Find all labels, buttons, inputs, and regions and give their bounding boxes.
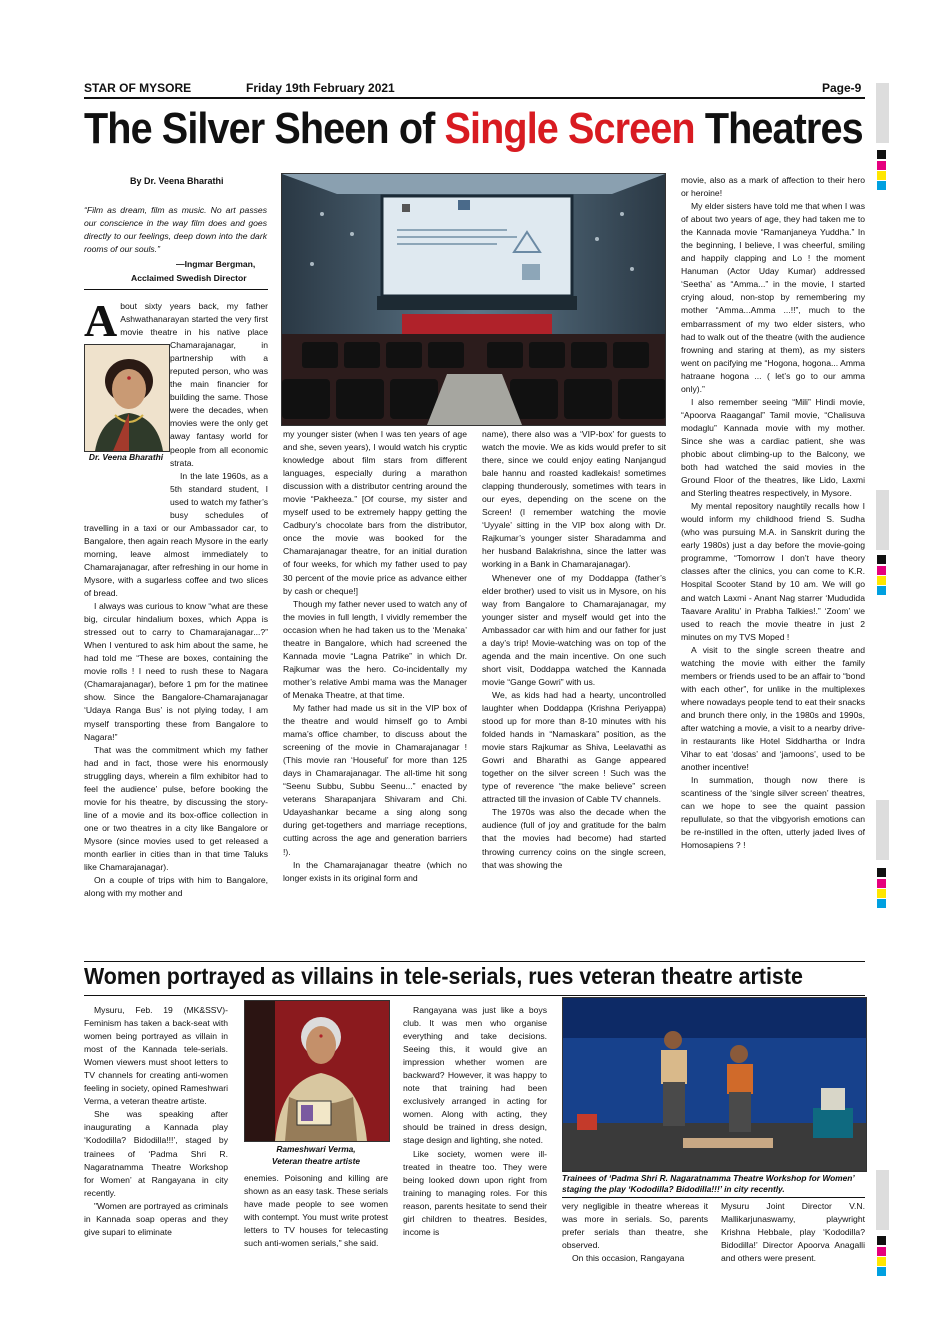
paragraph: My father had made us sit in the VIP box of the theatre and would himself go to Ambi mama’s office chamber, to discuss about the screening of the movie in Chamarajanagar ! (This movie ran ‘Houseful’ for more than 125 days in Chamarajanagar. The all-time hit song “Seenu Subbu, Subbu Seenu...” enacted by veterans Sharapanjara Shivaram and Chi. Udayashankar became a sing along song during get-togethers and marriage receptions, cutting across the age and generation barriers !). — [283, 702, 467, 857]
paragraph: movie, also as a mark of affection to their hero or heroine! — [681, 175, 865, 199]
stage-play-photo — [562, 997, 867, 1172]
article1-column-2 — [283, 428, 467, 956]
masthead-date: Friday 19th February 2021 — [246, 81, 395, 95]
dropcap: A — [84, 300, 118, 346]
rameshwari-photo-caption-line-2: Veteran theatre artiste — [271, 1156, 361, 1166]
article1-column-4 — [681, 174, 865, 956]
print-margin-bar-3 — [876, 800, 889, 860]
author-photo-caption: Dr. Veena Bharathi — [88, 452, 164, 462]
epigraph-author-title: Acclaimed Swedish Director — [131, 273, 247, 283]
epigraph-quote: “Film as dream, film as music. No art passes our conscience in the way film does and goes directly to our feelings, deep down into the dark rooms of our souls.” — [84, 205, 267, 254]
paragraph: In the late 1960s, as a 5th standard student, I used to watch my father’s busy schedules of travelling in a taxi or our Ambassador car, to Bangalore, then again reach Mysore in the early morning, leave almost immediately to Chamarajanagar, after refreshing in our home in Mysore, with a sugarless coffee and two slices of bread. — [84, 470, 268, 599]
article-title — [84, 104, 863, 154]
paragraph: In the Chamarajanagar theatre (which no longer exists in its original form and — [283, 859, 467, 883]
print-margin-bar-4 — [876, 1170, 889, 1230]
rameshwari-verma-photo — [244, 1000, 390, 1142]
article2-column-5 — [721, 1200, 865, 1274]
epigraph-author: —Ingmar Bergman, — [176, 259, 256, 269]
photo-float-spacer — [84, 340, 170, 510]
paragraph: We, as kids had had a hearty, uncontrolled laughter when Doddappa (Krishna Periyappa) stood up for more than 8-10 minutes with his folded hands in “Namaskara” position, as the movie stars Rajkumar as Shiva, Leelavathi as Gowri and Bharathi as Gange appeared together on the silver screen ! Such was the type of reverence “the make believe” screen attracted till the invasion of Cable TV channels. — [482, 689, 666, 805]
paragraph: I also remember seeing “Mili” Hindi movie, “Apoorva Raagangal” Tamil movie, “Chalisuva modaglu” Kannada movie with my mother. Since she was a cardiac patient, she was phobic about climbing-up to the Balcony, we both had watched the said movies in the Ground Floor of the theatres, like Lido, Laxmi and Sterling theatres respectively, in Mysore. — [681, 396, 865, 499]
article2-headline: Women portrayed as villains in tele-serials, rues veteran theatre artiste — [84, 963, 803, 989]
article-divider — [84, 995, 865, 996]
stage-photo-caption: Trainees of ‘Padma Shri R. Nagaratnamma Theatre Workshop for Women’ staging the play ‘Kododilla? Bidodilla!!!’ in city recently. — [562, 1173, 855, 1194]
paragraph: Mysuru Joint Director V.N. Mallikarjunaswamy, playwright Krishna Hebbale, play ‘Kododilla? Bidodilla!’ Director Apoorva Anagalli and others were present. — [721, 1201, 865, 1264]
paragraph: My elder sisters have told me that when I was of about two years of age, they had taken me to the Kannada movie “Ramanjaneya Yuddha.” In the beginning, I believe, I was cheerful, smiling and happily clapping and Lo ! the moment Hanuman (Actor Uday Kumar) addressed ‘Seetha’ as “Amma...” in the movie, I started crying aloud, non-stop by remembering my mother “Amma...Amma ...!!”, much to the embarrassment of my two elder sisters, who had to walk out of the theatre (with the audience frowning and staring at them), as my sisters went on pacifying me “Hogona, hogona... Amma hatraane hogona ... ( let’s go to our amma only).” — [681, 201, 865, 394]
paragraph: very negligible in theatre whereas it was more in serials. So, parents prefer serials than theatre, she observed. — [562, 1201, 708, 1251]
paragraph: On this occasion, Rangayana — [572, 1253, 685, 1264]
paragraph: my younger sister (when I was ten years of age and she, seven years), I would watch his cryptic knowledge about film stars from different languages, especially during a marathon discussion with a distributor centring around the movie “Pakheeza.” [Of course, my sister and myself used to be extremely happy getting the Cadbury’s chocolate bars from the distributor, once the movie was booked for the Chamarajanagar theatre, for an initial duration of four weeks, for which my father used to pay 30 percent of the movie price as advance either by cash or cheque!] — [283, 429, 467, 596]
paragraph: Whenever one of my Doddappa (father’s elder brother) used to visit us in Mysore, on his way from Bangalore to Chamarajanagar, my younger sister and myself would get into the Ambassador car with him and our father for just a day’s trip! Movie-watching was on top of the agenda and the main incentive. On one such short visit, Doddappa watched the Kannada movie “Gange Gowri” with us. — [482, 572, 666, 687]
intro-paragraph: bout sixty years back, my father Ashwathanarayan started the very first movie theatre in his native place Chamarajanagar, in partnership with a reputed person, who was the main financier for building the same. Those were the decades, when movies were the only get away fantasy world for people from all economic strata. — [120, 301, 268, 468]
article2-column-1 — [84, 1004, 228, 1274]
paragraph: A visit to the single screen theatre and watching the movie with either the family members or friends used to be an affair to “bond with each other”, for unlike in the multiplexes where nowadays people tend to eat their snacks and brunch there only, in the 1980s and 1990s, after watching a movie, a visit to a nearby drive-in restaurants like Hotel Siddhartha or Indra Vihar to eat ‘dosas’ and ‘jamoons’, used to be another incentive! — [681, 644, 865, 773]
byline: By Dr. Veena Bharathi — [130, 176, 224, 186]
title-part-3: Theatres — [694, 104, 863, 153]
print-margin-bar-1 — [876, 83, 889, 143]
paragraph: That was the commitment which my father had and in fact, those were his enormously struggling days, wherein a film exhibitor had to feel the audience’ pulse, before booking the movie for his theatre, by discussing the story-line of a movie and its box-office collection in one or two theatres in a city like Bangalore or Mysore (since movies used to get released a month earlier in cities than in that time Taluks like Chamarajanagar). — [84, 744, 268, 873]
header-rule — [84, 97, 865, 99]
paragraph: On a couple of trips with him to Bangalore, along with my mother and — [84, 875, 268, 899]
article-divider — [84, 961, 865, 962]
masthead-paper-name: STAR OF MYSORE — [84, 81, 192, 95]
article1-column-3 — [482, 428, 666, 956]
article2-column-4 — [562, 1200, 708, 1274]
paragraph: enemies. Poisoning and killing are shown as an easy task. These serials have made people to see women with contempt. You must write protest letters to TV houses for telecasting such anti-women serials," she said. — [244, 1173, 388, 1249]
paragraph: I always was curious to know “what are these big, circular hindalium boxes, which Appa is stressed out to carry to Chamarajanagar...?” When I ventured to ask him about the same, he had told me “These are boxes, containing the movie rolls ! I need to rush these to Nagara (Chamarajanagar), before 1 pm for the matinee show. Since the Bangalore-Chamarajanagar ‘Udaya Ranga Bus’ is not plying today, I am myself transporting these from Bangalore to Nagara!” — [84, 601, 268, 742]
paragraph: My mental repository naughtily recalls how I would inform my childhood friend S. Sudha (who was pursuing M.A. in Sanskrit during the early 1980s) just a day before the movie-going programme, “Tomorrow I don’t have theory classes after the clinics, you can come to K.R. Hospital Scooter Stand by 10 am. We will go and watch Laxmi - Anant Nag starrer ‘Mududida Taavare Aralitu’ in Prabha Talkies!.” ‘Zoom’ we used to reach the movie theatre in just 2 minutes on my TVS Moped ! — [681, 501, 865, 642]
paragraph: Though my father never used to watch any of the movies in full length, I vividly remember the occasion when he had taken us to the ‘Menaka’ theatre in Bangalore, which had screened the Kannada movie “Lagna Patrike” in which Dr. Rajkumar was the hero. Co-incidentally my mother’s relative Ambi mama was the Manager of Menaka Theatre, at that time. — [283, 598, 467, 700]
caption-rule — [562, 1197, 865, 1198]
paragraph: She was speaking after inaugurating a Kannada play ‘Kododilla? Bidodilla!!!’, staged by trainees of ‘Padma Shri R. Nagaratnamma Theatre Workshop for Women’ at Rangayana in city recently. — [84, 1109, 228, 1198]
paragraph: "Women are portrayed as criminals in Kannada soap operas and they give supari to eliminate — [84, 1200, 228, 1237]
print-margin-bar-2 — [876, 490, 889, 550]
title-part-2: Single Screen — [444, 104, 695, 153]
theatre-photo — [281, 173, 666, 426]
title-part-1: The Silver Sheen of — [84, 104, 445, 153]
paragraph: Rangayana was just like a boys club. It was men who organise everything and take decisions. Seeing this, it would give an impression whether women are backward? However, it was happy to note that training had been exclusively arranged in acting for women. Along with acting, they should be trained in dress design, stage design and lighting, she noted. — [403, 1005, 547, 1146]
paragraph: In summation, though now there is scantiness of the ‘single silver screen’ theatres, can we hope to see the quaint passion repullulate, so that the vibgyorish emotions can be re-instilled in the often, utterly jaded lives of Homosapiens ? ! — [681, 775, 865, 851]
paragraph: name), there also was a ‘VIP-box’ for guests to watch the movie. We as kids would prefer to sit there, since we could enjoy eating Nanjangud bale hannu and roasted kadlekais! sometimes clapping thunderously, sometimes with tears in our eyes, depending on the scene on the Screen! (I remember watching the movie ‘Uyyale’ sitting in the VIP box along with Dr. Rajkumar’s younger sister Sharadamma and her husband Balakrishna, since the latter was working in a Bank in Chamarajanagar). — [482, 429, 666, 570]
paragraph: Like society, women were ill-treated in theatre too. They were being looked down upon right from training to managing roles. For this reason, parents hesitate to send their girl children to theatres. Besides, income is — [403, 1148, 547, 1237]
article2-column-2 — [244, 1172, 388, 1272]
paragraph: The 1970s was also the decade when the audience (full of joy and gratitude for the balm that the movies had become) had started throwing currency coins on the single screen, that was showing the — [482, 807, 666, 870]
article1-column-1-intro — [84, 300, 268, 940]
paragraph: Mysuru, Feb. 19 (MK&SSV)- Feminism has taken a back-seat with women being portrayed as villain in most of the Kannada tele-serials. Women viewers must shoot letters to TV channels for creating anti-women feeling in society, opined Rameshwari Verma, a veteran theatre artiste. — [84, 1005, 228, 1107]
page-number: Page-9 — [822, 81, 862, 95]
article2-column-3 — [403, 1004, 547, 1274]
quote-rule — [84, 289, 268, 290]
rameshwari-photo-caption-line-1: Rameshwari Verma, — [276, 1144, 356, 1154]
